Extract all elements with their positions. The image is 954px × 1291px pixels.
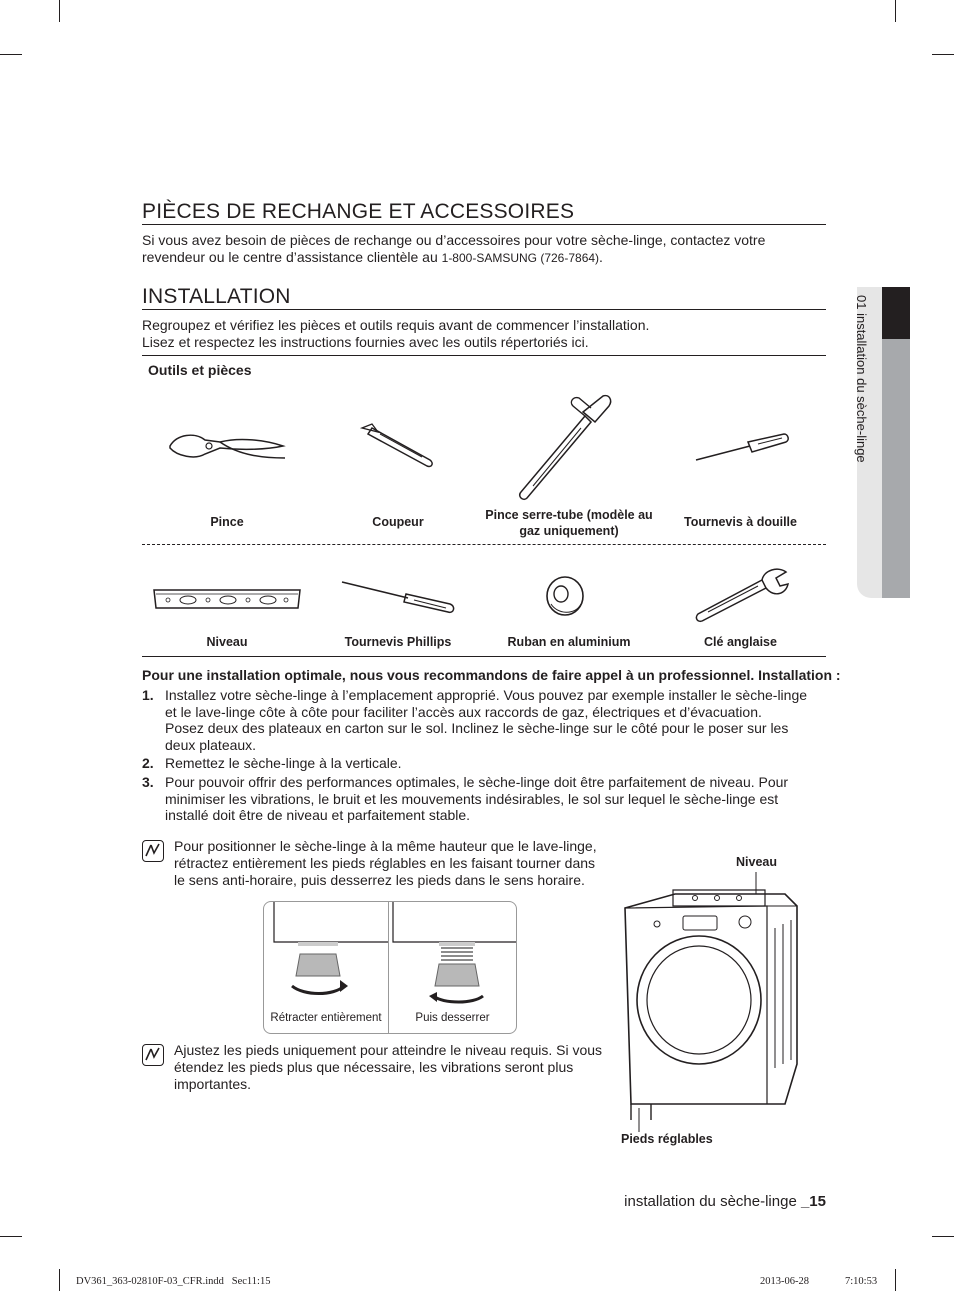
step-line: Installez votre sèche-linge à l’emplacement approprié. Vous pouvez par exemple installer le sèche-linge [165, 687, 808, 703]
title-rule [142, 309, 826, 310]
crop-mark [59, 1269, 60, 1291]
pipe-wrench-icon [513, 392, 618, 502]
loosen-foot-illustration [389, 902, 516, 1007]
step-line: minimiser les vibrations, le bruit et les mouvements indésirables, le sol sur lequel le sèche-linge est [165, 790, 779, 807]
crop-mark [932, 1236, 954, 1237]
tool-label-cle-anglaise: Clé anglaise [704, 635, 777, 649]
step-line: deux plateaux. [165, 736, 257, 753]
aluminum-tape-icon [543, 574, 587, 618]
note-line: le sens anti-horaire, puis desserrez les pieds dans le sens horaire. [174, 872, 585, 888]
note-line: Ajustez les pieds uniquement pour atteindre le niveau requis. Si vous [174, 1042, 603, 1058]
recommendation-text: Pour une installation optimale, nous vous recommandons de faire appel à un professionnel. Installation : [142, 667, 841, 683]
tool-label-tournevis-phillips: Tournevis Phillips [344, 635, 452, 649]
intro-line2: Lisez et respectez les instructions fournies avec les outils répertoriés ici. [142, 334, 589, 350]
tools-bottom-rule [142, 656, 826, 657]
parts-text-prefix: revendeur ou le centre d’assistance clientèle au [142, 249, 442, 265]
parts-title: PIÈCES DE RECHANGE ET ACCESSOIRES [142, 200, 575, 223]
intro-line1: Regroupez et vérifiez les pièces et outils requis avant de commencer l’installation. [142, 317, 650, 333]
note-line: étendez les pieds plus que nécessaire, les vibrations seront plus [174, 1059, 574, 1075]
tools-heading: Outils et pièces [148, 362, 252, 378]
crop-mark [932, 54, 954, 55]
step-line: installé doit être de niveau et parfaitement stable. [165, 807, 471, 823]
step-number: 2. [142, 755, 154, 771]
installation-intro [142, 317, 832, 351]
pliers-icon [165, 428, 290, 468]
side-tab-marker [882, 287, 910, 339]
parts-text-line1: Si vous avez besoin de pièces de rechange ou d’accessoires pour votre sèche-linge, contactez votre [142, 232, 766, 248]
phillips-screwdriver-icon [338, 578, 458, 616]
step-2-text [165, 755, 835, 772]
retract-foot-illustration [264, 902, 388, 1007]
step-line: Pour pouvoir offrir des performances optimales, le sèche-linge doit être parfaitement de niveau. Pour [165, 774, 789, 790]
installation-title: INSTALLATION [142, 285, 291, 308]
note-icon [142, 840, 164, 862]
tool-label-pince: Pince [210, 515, 244, 529]
side-tab-strip [882, 339, 910, 598]
step-line: Remettez le sèche-linge à la verticale. [165, 755, 402, 771]
step-3-text [165, 774, 835, 824]
note-icon [142, 1044, 164, 1066]
retract-caption: Rétracter entièrement [270, 1012, 382, 1024]
note-1-text [174, 838, 614, 889]
note-line: Pour positionner le sèche-linge à la même hauteur que le lave-linge, [174, 838, 597, 854]
feet-figure [263, 901, 517, 1034]
nut-driver-icon [692, 432, 792, 466]
cutter-icon [358, 422, 438, 472]
tools-top-rule [142, 355, 826, 356]
crop-mark [59, 0, 60, 22]
crop-mark [0, 1236, 22, 1237]
step-1-text [165, 687, 835, 753]
note-line: importantes. [174, 1076, 252, 1092]
note-line: rétractez entièrement les pieds réglables en les faisant tourner dans [174, 855, 596, 871]
print-date: 2013-06-28 [760, 1276, 809, 1287]
page-number: _15 [800, 1193, 826, 1210]
crop-mark [0, 54, 22, 55]
print-file-info: DV361_363-02810F-03_CFR.indd Sec11:15 [76, 1276, 271, 1287]
dryer-level-label: Niveau [736, 855, 777, 869]
note-2-text [174, 1042, 614, 1093]
step-number: 1. [142, 687, 154, 703]
step-line: Posez deux des plateaux en carton sur le sol. Inclinez le sèche-linge sur le côté pour le poser sur les [165, 720, 789, 736]
crop-mark [895, 0, 896, 22]
title-rule [142, 224, 826, 225]
footer-section: installation du sèche-linge [624, 1193, 797, 1210]
page-footer [560, 1193, 826, 1210]
parts-text-line2 [142, 249, 832, 267]
step-line: et le lave-linge côte à côte pour faciliter l’accès aux raccords de gaz, électriques et d’évacuation. [165, 703, 762, 720]
dryer-feet-label: Pieds réglables [621, 1132, 713, 1146]
side-tab-label: 01 installation du sèche-linge [854, 295, 869, 463]
loosen-caption: Puis desserrer [415, 1012, 490, 1024]
crop-mark [895, 1269, 896, 1291]
tool-label-niveau: Niveau [206, 635, 248, 649]
tool-label-ruban-aluminium: Ruban en aluminium [507, 635, 631, 649]
print-time: 7:10:53 [845, 1276, 878, 1287]
dryer-illustration [615, 868, 805, 1134]
parts-text [142, 232, 832, 267]
adjustable-wrench-icon [692, 566, 792, 624]
tool-label-tournevis-douille: Tournevis à douille [684, 515, 797, 529]
tool-label-pince-serre-tube: Pince serre-tube (modèle au gaz uniquement) [485, 508, 653, 538]
level-icon [150, 586, 305, 614]
phone-number: 1-800-SAMSUNG (726-7864) [441, 251, 600, 265]
parts-text-suffix: . [599, 249, 603, 265]
step-number: 3. [142, 774, 154, 790]
tool-label-coupeur: Coupeur [372, 515, 424, 529]
tools-divider [142, 544, 826, 545]
